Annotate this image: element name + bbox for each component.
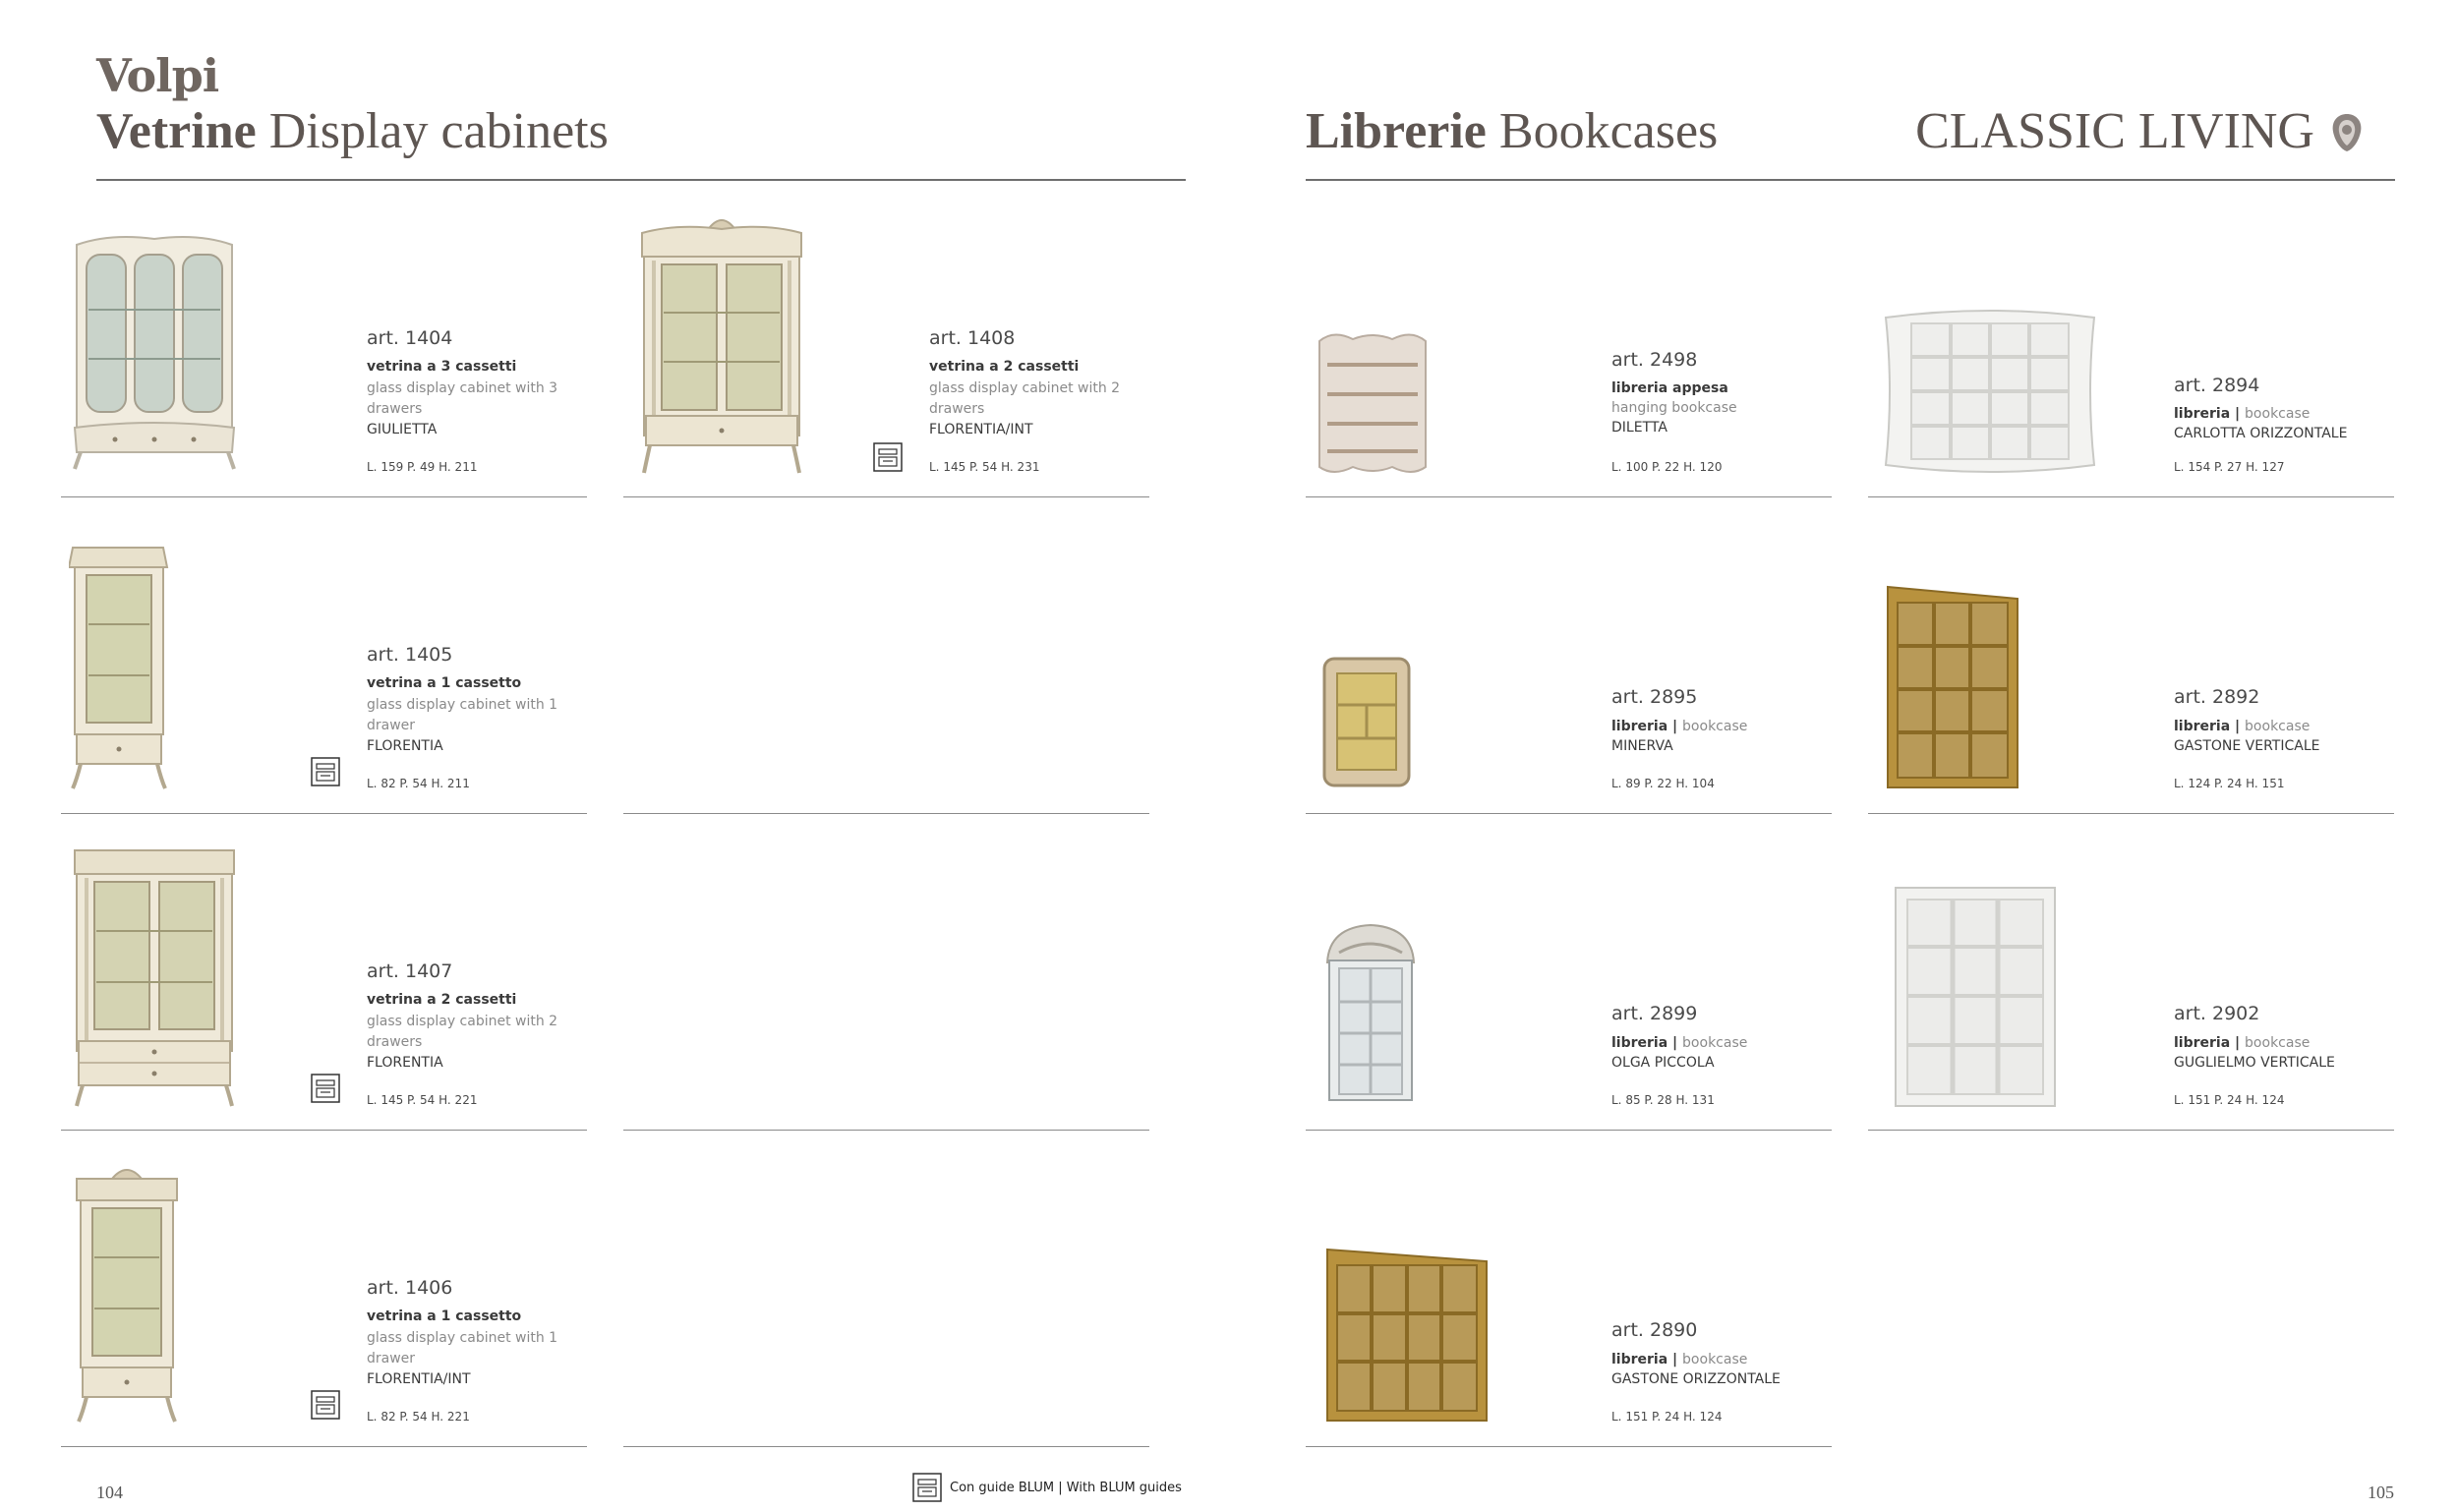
- card-divider: [1868, 813, 2394, 814]
- italian-name: vetrina a 2 cassetti: [929, 359, 1080, 375]
- italian-label: libreria: [1611, 719, 1668, 734]
- blum-guides-icon: [873, 442, 903, 472]
- section-title-bold: Librerie: [1306, 103, 1487, 159]
- italian-label: libreria: [2174, 406, 2231, 422]
- blum-guides-icon: [311, 1390, 340, 1420]
- italian-name: [1611, 719, 1747, 734]
- page-number-left: 104: [96, 1483, 123, 1502]
- english-label: bookcase: [1682, 1035, 1748, 1051]
- product-card-2892[interactable]: [1868, 518, 2394, 813]
- english-label: bookcase: [2245, 1035, 2311, 1051]
- english-description: glass display cabinet with 3 drawers: [367, 380, 558, 417]
- card-divider: [1306, 813, 1832, 814]
- blum-guides-icon: [912, 1473, 942, 1502]
- separator: |: [1667, 1035, 1683, 1051]
- english-description: glass display cabinet with 2 drawers: [929, 380, 1121, 417]
- collection-emblem-icon: [2327, 110, 2367, 153]
- product-card-2894[interactable]: [1868, 202, 2394, 496]
- product-card-1406[interactable]: [61, 1151, 587, 1446]
- italian-name: vetrina a 2 cassetti: [367, 992, 517, 1008]
- product-card-2498[interactable]: [1306, 202, 1832, 496]
- product-card-2902[interactable]: [1868, 835, 2394, 1130]
- model-name: GASTONE VERTICALE: [2174, 738, 2320, 754]
- blum-legend-text: Con guide BLUM | With BLUM guides: [950, 1481, 1182, 1495]
- dimensions: L. 82 P. 54 H. 211: [367, 777, 470, 790]
- model-name: FLORENTIA/INT: [367, 1371, 471, 1387]
- product-card-1408[interactable]: [623, 202, 1149, 496]
- product-card-1405[interactable]: [61, 518, 587, 813]
- brand-logo: Volpi: [96, 49, 219, 102]
- article-number: art. 2892: [2174, 686, 2260, 708]
- english-label: bookcase: [2245, 406, 2311, 422]
- model-name: CARLOTTA ORIZZONTALE: [2174, 426, 2348, 441]
- crest-white-bookcase-icon: [1319, 923, 1422, 1105]
- collection-title: [1915, 102, 2367, 160]
- dimensions: L. 159 P. 49 H. 211: [367, 460, 478, 474]
- card-divider: [1868, 496, 2394, 497]
- dimensions: L. 89 P. 22 H. 104: [1611, 777, 1715, 790]
- card-divider: [1868, 1130, 2394, 1131]
- model-name: FLORENTIA: [367, 738, 443, 754]
- card-divider: [623, 496, 1149, 497]
- english-description: glass display cabinet with 1 drawer: [367, 697, 558, 733]
- product-card-1407[interactable]: [61, 835, 587, 1130]
- article-number: art. 1407: [367, 960, 453, 982]
- dimensions: L. 100 P. 22 H. 120: [1611, 460, 1723, 474]
- three-door-cabinet-icon: [71, 231, 238, 472]
- dimensions: L. 85 P. 28 H. 131: [1611, 1093, 1715, 1107]
- model-name: MINERVA: [1611, 738, 1673, 754]
- card-divider: [61, 1130, 587, 1131]
- english-label: bookcase: [1682, 1352, 1748, 1367]
- english-description: hanging bookcase: [1611, 400, 1737, 416]
- header-rule-right: [1306, 179, 2395, 181]
- page-number-right: 105: [2368, 1483, 2394, 1502]
- italian-label: libreria: [1611, 1035, 1668, 1051]
- separator: |: [2230, 1035, 2246, 1051]
- section-title-bookcases: [1306, 102, 1718, 160]
- section-title-bold: Vetrine: [96, 103, 257, 159]
- collection-label: CLASSIC LIVING: [1915, 103, 2314, 159]
- dimensions: L. 124 P. 24 H. 151: [2174, 777, 2285, 790]
- product-card-2899[interactable]: [1306, 835, 1832, 1130]
- model-name: FLORENTIA/INT: [929, 422, 1033, 437]
- dimensions: L. 145 P. 54 H. 221: [367, 1093, 478, 1107]
- header-rule-left: [96, 179, 1186, 181]
- dimensions: L. 82 P. 54 H. 221: [367, 1410, 470, 1424]
- card-divider: [61, 496, 587, 497]
- dimensions: L. 151 P. 24 H. 124: [2174, 1093, 2285, 1107]
- model-name: OLGA PICCOLA: [1611, 1055, 1715, 1071]
- blum-guides-icon: [311, 757, 340, 786]
- two-door-cabinet-icon: [71, 844, 238, 1110]
- card-divider: [623, 813, 1149, 814]
- product-card-1404[interactable]: [61, 202, 587, 496]
- two-door-cabinet-crest-icon: [638, 209, 805, 480]
- white-tall-bookcase-icon: [1892, 884, 2059, 1110]
- dimensions: L. 145 P. 54 H. 231: [929, 460, 1040, 474]
- italian-name: vetrina a 3 cassetti: [367, 359, 517, 375]
- english-label: bookcase: [1682, 719, 1748, 734]
- card-divider: [623, 1446, 1149, 1447]
- gold-wide-bookcase-icon: [1323, 1248, 1491, 1425]
- italian-name: [2174, 1035, 2310, 1051]
- italian-name: vetrina a 1 cassetto: [367, 1308, 522, 1324]
- article-number: art. 2890: [1611, 1319, 1698, 1341]
- one-door-cabinet-icon: [69, 538, 177, 793]
- model-name: GUGLIELMO VERTICALE: [2174, 1055, 2335, 1071]
- section-title-rest: Display cabinets: [256, 103, 609, 159]
- model-name: GIULIETTA: [367, 422, 438, 437]
- italian-name: vetrina a 1 cassetto: [367, 675, 522, 691]
- card-divider: [623, 1130, 1149, 1131]
- article-number: art. 2902: [2174, 1003, 2260, 1024]
- card-divider: [1306, 1130, 1832, 1131]
- dimensions: L. 154 P. 27 H. 127: [2174, 460, 2285, 474]
- card-divider: [61, 813, 587, 814]
- carved-frame-bookcase-icon: [1321, 656, 1412, 788]
- article-number: art. 1408: [929, 327, 1016, 349]
- italian-label: libreria: [1611, 1352, 1668, 1367]
- hanging-shelf-icon: [1314, 329, 1432, 477]
- english-description: glass display cabinet with 2 drawers: [367, 1014, 558, 1050]
- product-card-2890[interactable]: [1306, 1151, 1832, 1446]
- one-door-cabinet-crest-icon: [73, 1161, 181, 1426]
- italian-label: libreria appesa: [1611, 380, 1728, 396]
- model-name: DILETTA: [1611, 420, 1667, 436]
- article-number: art. 2498: [1611, 349, 1698, 371]
- separator: |: [1667, 1352, 1683, 1367]
- article-number: art. 2895: [1611, 686, 1698, 708]
- section-title-display-cabinets: [96, 102, 609, 160]
- gold-tall-bookcase-icon: [1884, 585, 2021, 791]
- card-divider: [1306, 496, 1832, 497]
- article-number: art. 1405: [367, 644, 453, 666]
- italian-name: [1611, 1035, 1747, 1051]
- white-wide-bookcase-icon: [1882, 308, 2098, 475]
- article-number: art. 1404: [367, 327, 453, 349]
- english-label: bookcase: [2245, 719, 2311, 734]
- article-number: art. 1406: [367, 1277, 453, 1299]
- italian-name: [1611, 380, 1728, 396]
- italian-label: libreria: [2174, 719, 2231, 734]
- separator: |: [2230, 406, 2246, 422]
- product-card-2895[interactable]: [1306, 518, 1832, 813]
- card-divider: [61, 1446, 587, 1447]
- dimensions: L. 151 P. 24 H. 124: [1611, 1410, 1723, 1424]
- article-number: art. 2899: [1611, 1003, 1698, 1024]
- article-number: art. 2894: [2174, 375, 2260, 396]
- blum-guides-icon: [311, 1074, 340, 1103]
- section-title-rest: Bookcases: [1486, 103, 1719, 159]
- italian-name: [2174, 406, 2310, 422]
- model-name: FLORENTIA: [367, 1055, 443, 1071]
- separator: |: [1667, 719, 1683, 734]
- separator: |: [2230, 719, 2246, 734]
- english-description: glass display cabinet with 1 drawer: [367, 1330, 558, 1367]
- italian-name: [2174, 719, 2310, 734]
- italian-label: libreria: [2174, 1035, 2231, 1051]
- model-name: GASTONE ORIZZONTALE: [1611, 1371, 1781, 1387]
- card-divider: [1306, 1446, 1832, 1447]
- italian-name: [1611, 1352, 1747, 1367]
